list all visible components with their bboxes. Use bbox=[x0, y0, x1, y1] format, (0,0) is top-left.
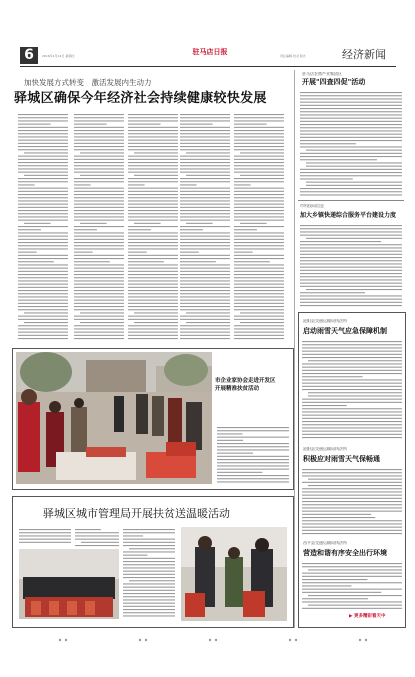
masthead-logo: 驻马店日报 bbox=[192, 48, 228, 56]
lead-body-column bbox=[234, 112, 284, 342]
body-text-texture bbox=[234, 112, 284, 342]
editor-line: 责任编辑 校对 版式 bbox=[280, 54, 306, 58]
bottom-feature-body-3 bbox=[123, 527, 175, 617]
right-article-2-kicker: 市科技局信息 bbox=[300, 204, 324, 208]
lead-body-column bbox=[128, 112, 178, 342]
right-article-2-body bbox=[300, 223, 402, 309]
bottom-photo-left-image bbox=[19, 549, 119, 619]
column-divider bbox=[294, 70, 295, 628]
body-text-texture bbox=[300, 90, 402, 196]
bottom-photo-left bbox=[19, 549, 119, 619]
date-line: 2016年1月14日 星期四 bbox=[42, 54, 75, 58]
body-text-texture bbox=[18, 112, 68, 342]
page-number: 6 bbox=[20, 47, 38, 64]
bottom-feature-box bbox=[12, 496, 294, 628]
body-text-texture bbox=[74, 112, 124, 342]
body-text-texture bbox=[217, 425, 289, 483]
photo-feature-title bbox=[215, 377, 291, 393]
bottom-feature-body-1 bbox=[19, 527, 71, 543]
right-article-3-body bbox=[302, 339, 402, 439]
body-text-texture bbox=[123, 527, 175, 617]
body-text-texture bbox=[302, 561, 402, 611]
page-header bbox=[20, 46, 396, 66]
footer-ornament bbox=[20, 630, 400, 640]
right-article-1-title: 开展"四查四促"活动 bbox=[302, 78, 366, 86]
right-article-4-kicker: 泌阳县交通运输局执法所 bbox=[303, 447, 347, 451]
bottom-feature-headline: 驿城区城市管理局开展扶贫送温暖活动 bbox=[43, 507, 230, 520]
body-text-texture bbox=[75, 527, 119, 547]
photo-feature-body bbox=[217, 425, 289, 483]
body-text-texture bbox=[302, 339, 402, 439]
footer-dots bbox=[20, 635, 400, 645]
right-article-1-body bbox=[300, 90, 402, 196]
body-text-texture bbox=[128, 112, 178, 342]
photo-feature-title-line1: 市企业家协会走进开发区 bbox=[215, 378, 276, 384]
body-text-texture bbox=[180, 112, 230, 342]
body-text-texture bbox=[19, 527, 71, 543]
feature-photo-image bbox=[16, 352, 212, 484]
right-article-5-title: 营造和谐有序安全出行环境 bbox=[303, 549, 387, 557]
right-article-2 bbox=[298, 203, 404, 223]
right-article-4-body bbox=[302, 467, 402, 537]
photo-feature-box bbox=[12, 348, 294, 490]
more-link[interactable]: ▶ 更多精彩看天中 bbox=[349, 614, 386, 619]
right-article-4-title: 积极应对雨雪天气保畅通 bbox=[303, 455, 380, 463]
feature-photo bbox=[16, 352, 212, 484]
right-article-5-body bbox=[302, 561, 402, 611]
bottom-feature-body-2 bbox=[75, 527, 119, 547]
lead-kicker: 加快发展方式转变 激活发展内生动力 bbox=[24, 78, 152, 87]
bottom-photo-right-image bbox=[181, 527, 287, 621]
header-rule bbox=[20, 66, 396, 67]
section-title: 经济新闻 bbox=[342, 48, 386, 61]
lead-body-column bbox=[180, 112, 230, 342]
right-article-2-title: 加大乡镇快递综合服务平台建设力度 bbox=[300, 212, 397, 219]
right-boxed-panel bbox=[298, 312, 406, 628]
right-article-3-title: 启动雨雪天气应急保障机制 bbox=[303, 327, 387, 335]
body-text-texture bbox=[302, 467, 402, 537]
bottom-photo-right bbox=[181, 527, 287, 621]
right-article-1-kicker: 驻马店农商产业集团区 bbox=[302, 72, 342, 76]
right-article-5-kicker: 西平县交通运输局执法所 bbox=[303, 541, 347, 545]
lead-headline: 驿城区确保今年经济社会持续健康较快发展 bbox=[14, 91, 267, 106]
right-article-3-kicker: 泌阳县交通运输局执法所 bbox=[303, 319, 347, 323]
photo-feature-title-line2: 开展精准扶贫活动 bbox=[215, 386, 260, 392]
lead-body-column bbox=[74, 112, 124, 342]
body-text-texture bbox=[300, 223, 402, 309]
lead-body-column bbox=[18, 112, 68, 342]
right-rule-1 bbox=[298, 200, 404, 201]
